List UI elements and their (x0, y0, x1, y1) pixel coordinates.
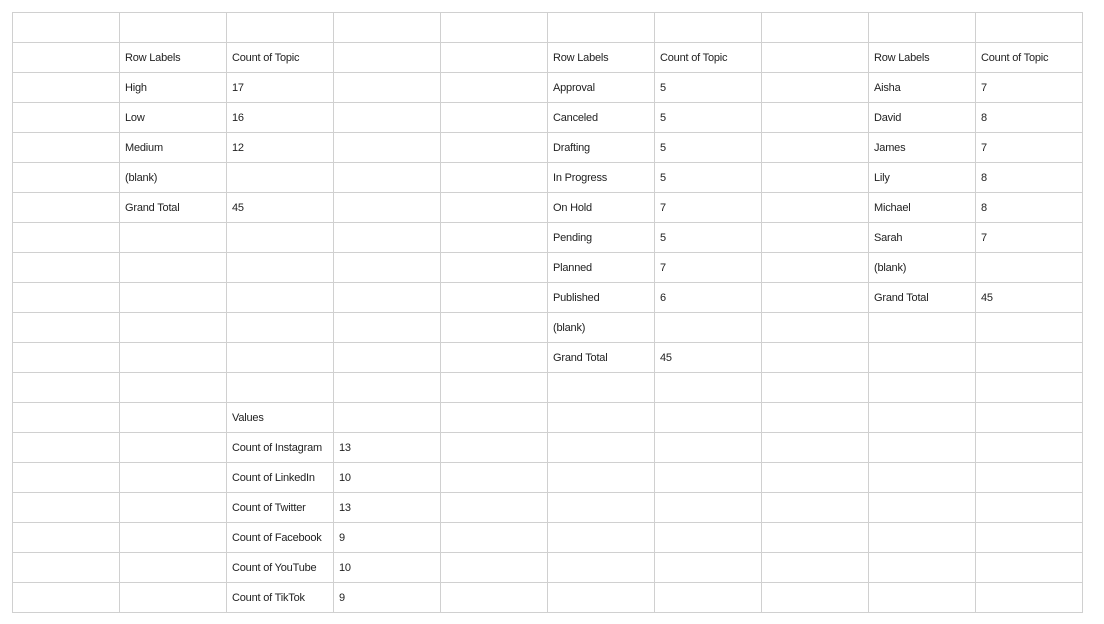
sheet-cell[interactable] (655, 493, 762, 523)
sheet-cell[interactable] (548, 583, 655, 613)
sheet-cell[interactable] (655, 463, 762, 493)
sheet-cell[interactable] (441, 43, 548, 73)
sheet-cell[interactable]: 8 (976, 103, 1083, 133)
sheet-cell[interactable] (441, 73, 548, 103)
sheet-cell[interactable]: Count of YouTube (227, 553, 334, 583)
sheet-cell[interactable]: Count of LinkedIn (227, 463, 334, 493)
sheet-cell[interactable]: Row Labels (869, 43, 976, 73)
sheet-cell[interactable] (120, 343, 227, 373)
sheet-cell[interactable] (762, 343, 869, 373)
sheet-cell[interactable] (655, 403, 762, 433)
sheet-cell[interactable] (655, 313, 762, 343)
sheet-cell[interactable] (334, 13, 441, 43)
sheet-cell[interactable] (227, 163, 334, 193)
sheet-cell[interactable]: 7 (976, 133, 1083, 163)
sheet-cell[interactable] (120, 493, 227, 523)
sheet-cell[interactable] (548, 433, 655, 463)
sheet-cell[interactable] (762, 43, 869, 73)
sheet-row (13, 43, 1083, 73)
sheet-cell[interactable] (120, 223, 227, 253)
sheet-cell[interactable] (334, 343, 441, 373)
sheet-cell[interactable] (762, 433, 869, 463)
sheet-cell[interactable] (13, 43, 120, 73)
sheet-cell[interactable] (441, 463, 548, 493)
sheet-cell[interactable] (762, 253, 869, 283)
sheet-cell[interactable]: 45 (655, 343, 762, 373)
sheet-cell[interactable] (13, 523, 120, 553)
sheet-cell[interactable]: (blank) (548, 313, 655, 343)
sheet-cell[interactable] (334, 73, 441, 103)
sheet-cell[interactable] (13, 553, 120, 583)
sheet-cell[interactable] (441, 373, 548, 403)
sheet-cell[interactable] (13, 133, 120, 163)
sheet-cell[interactable]: 7 (655, 253, 762, 283)
sheet-cell[interactable] (762, 493, 869, 523)
sheet-cell[interactable]: 7 (655, 193, 762, 223)
sheet-cell[interactable] (227, 283, 334, 313)
sheet-cell[interactable]: Count of Facebook (227, 523, 334, 553)
sheet-row (13, 13, 1083, 43)
sheet-cell[interactable] (548, 403, 655, 433)
sheet-cell[interactable] (441, 493, 548, 523)
sheet-cell[interactable]: Published (548, 283, 655, 313)
sheet-cell[interactable] (334, 133, 441, 163)
sheet-cell[interactable] (441, 103, 548, 133)
sheet-cell[interactable] (441, 133, 548, 163)
sheet-cell[interactable]: Approval (548, 73, 655, 103)
sheet-cell[interactable] (655, 13, 762, 43)
sheet-cell[interactable] (548, 463, 655, 493)
sheet-cell[interactable]: 10 (334, 463, 441, 493)
sheet-row (13, 463, 1083, 493)
sheet-cell[interactable] (869, 343, 976, 373)
sheet-cell[interactable]: 45 (227, 193, 334, 223)
sheet-cell[interactable] (976, 313, 1083, 343)
sheet-cell[interactable] (227, 223, 334, 253)
sheet-cell[interactable] (334, 193, 441, 223)
sheet-cell[interactable] (655, 373, 762, 403)
sheet-cell[interactable] (655, 523, 762, 553)
sheet-cell[interactable] (120, 373, 227, 403)
sheet-cell[interactable] (869, 493, 976, 523)
sheet-cell[interactable] (548, 13, 655, 43)
sheet-cell[interactable] (976, 253, 1083, 283)
sheet-cell[interactable]: High (120, 73, 227, 103)
sheet-cell[interactable] (762, 223, 869, 253)
sheet-cell[interactable]: 17 (227, 73, 334, 103)
sheet-cell[interactable] (976, 403, 1083, 433)
sheet-cell[interactable] (869, 313, 976, 343)
sheet-cell[interactable]: Planned (548, 253, 655, 283)
sheet-cell[interactable] (120, 403, 227, 433)
sheet-row (13, 433, 1083, 463)
sheet-cell[interactable] (869, 433, 976, 463)
sheet-cell[interactable] (227, 253, 334, 283)
sheet-cell[interactable] (13, 343, 120, 373)
sheet-cell[interactable] (869, 463, 976, 493)
sheet-cell[interactable] (441, 583, 548, 613)
sheet-cell[interactable] (13, 583, 120, 613)
sheet-cell[interactable] (762, 313, 869, 343)
sheet-cell[interactable] (120, 433, 227, 463)
sheet-cell[interactable]: On Hold (548, 193, 655, 223)
sheet-cell[interactable] (120, 553, 227, 583)
sheet-row (13, 343, 1083, 373)
sheet-cell[interactable]: 13 (334, 433, 441, 463)
sheet-cell[interactable]: 16 (227, 103, 334, 133)
sheet-cell[interactable] (227, 313, 334, 343)
sheet-cell[interactable] (976, 553, 1083, 583)
sheet-cell[interactable]: 5 (655, 163, 762, 193)
sheet-cell[interactable]: In Progress (548, 163, 655, 193)
sheet-cell[interactable]: Count of Twitter (227, 493, 334, 523)
sheet-cell[interactable] (762, 373, 869, 403)
sheet-cell[interactable]: 5 (655, 133, 762, 163)
sheet-cell[interactable] (441, 283, 548, 313)
sheet-cell[interactable] (762, 283, 869, 313)
sheet-cell[interactable]: Sarah (869, 223, 976, 253)
sheet-cell[interactable] (869, 13, 976, 43)
sheet-cell[interactable] (655, 433, 762, 463)
sheet-row (13, 163, 1083, 193)
sheet-cell[interactable] (548, 553, 655, 583)
sheet-cell[interactable] (441, 163, 548, 193)
sheet-cell[interactable]: 13 (334, 493, 441, 523)
sheet-cell[interactable] (334, 43, 441, 73)
sheet-cell[interactable]: Pending (548, 223, 655, 253)
sheet-cell[interactable]: Canceled (548, 103, 655, 133)
sheet-cell[interactable] (334, 283, 441, 313)
sheet-cell[interactable] (13, 163, 120, 193)
sheet-cell[interactable] (762, 553, 869, 583)
sheet-row (13, 133, 1083, 163)
sheet-cell[interactable] (976, 523, 1083, 553)
sheet-row (13, 313, 1083, 343)
sheet-cell[interactable] (762, 463, 869, 493)
sheet-cell[interactable] (976, 583, 1083, 613)
sheet-row (13, 253, 1083, 283)
sheet-row (13, 223, 1083, 253)
sheet-cell[interactable] (441, 13, 548, 43)
sheet-cell[interactable] (655, 553, 762, 583)
sheet-cell[interactable] (120, 253, 227, 283)
sheet-cell[interactable] (227, 373, 334, 403)
sheet-cell[interactable]: 5 (655, 103, 762, 133)
sheet-cell[interactable] (762, 193, 869, 223)
sheet-cell[interactable]: 12 (227, 133, 334, 163)
sheet-cell[interactable] (976, 463, 1083, 493)
sheet-cell[interactable] (120, 283, 227, 313)
sheet-cell[interactable] (762, 523, 869, 553)
sheet-cell[interactable]: Drafting (548, 133, 655, 163)
sheet-cell[interactable] (13, 193, 120, 223)
sheet-cell[interactable]: 8 (976, 163, 1083, 193)
sheet-cell[interactable] (441, 223, 548, 253)
sheet-cell[interactable] (227, 13, 334, 43)
sheet-cell[interactable]: Lily (869, 163, 976, 193)
sheet-cell[interactable] (13, 463, 120, 493)
sheet-cell[interactable] (655, 583, 762, 613)
sheet-cell[interactable] (334, 313, 441, 343)
sheet-cell[interactable] (334, 223, 441, 253)
sheet-cell[interactable] (334, 253, 441, 283)
sheet-cell[interactable] (441, 523, 548, 553)
sheet-row (13, 73, 1083, 103)
sheet-cell[interactable] (13, 73, 120, 103)
sheet-cell[interactable]: 9 (334, 523, 441, 553)
sheet-cell[interactable] (441, 553, 548, 583)
sheet-cell[interactable] (441, 313, 548, 343)
sheet-row (13, 493, 1083, 523)
sheet-cell[interactable] (334, 163, 441, 193)
sheet-row (13, 373, 1083, 403)
sheet-cell[interactable] (441, 343, 548, 373)
sheet-cell[interactable] (334, 403, 441, 433)
sheet-cell[interactable] (869, 523, 976, 553)
sheet-cell[interactable]: (blank) (120, 163, 227, 193)
sheet-cell[interactable]: Count of Topic (976, 43, 1083, 73)
sheet-row (13, 523, 1083, 553)
sheet-cell[interactable]: 10 (334, 553, 441, 583)
sheet-cell[interactable] (120, 583, 227, 613)
sheet-row (13, 193, 1083, 223)
sheet-cell[interactable] (120, 463, 227, 493)
sheet-row (13, 283, 1083, 313)
sheet-cell[interactable] (976, 493, 1083, 523)
sheet-cell[interactable] (120, 313, 227, 343)
sheet-cell[interactable] (762, 73, 869, 103)
sheet-cell[interactable]: Values (227, 403, 334, 433)
sheet-cell[interactable] (334, 103, 441, 133)
sheet-cell[interactable] (976, 433, 1083, 463)
sheet-cell[interactable]: 9 (334, 583, 441, 613)
sheet-cell[interactable]: Count of Instagram (227, 433, 334, 463)
sheet-cell[interactable] (976, 13, 1083, 43)
sheet-cell[interactable] (869, 373, 976, 403)
sheet-cell[interactable]: Grand Total (548, 343, 655, 373)
sheet-row (13, 553, 1083, 583)
sheet-cell[interactable] (13, 403, 120, 433)
sheet-cell[interactable] (548, 373, 655, 403)
sheet-cell[interactable] (548, 523, 655, 553)
sheet-cell[interactable] (13, 253, 120, 283)
sheet-cell[interactable] (976, 343, 1083, 373)
sheet-cell[interactable]: 7 (976, 223, 1083, 253)
sheet-cell[interactable] (13, 13, 120, 43)
sheet-cell[interactable] (869, 583, 976, 613)
sheet-cell[interactable]: Aisha (869, 73, 976, 103)
sheet-cell[interactable]: James (869, 133, 976, 163)
sheet-cell[interactable] (334, 373, 441, 403)
sheet-cell[interactable] (869, 403, 976, 433)
sheet-cell[interactable] (976, 373, 1083, 403)
sheet-cell[interactable] (869, 553, 976, 583)
sheet-cell[interactable]: Grand Total (120, 193, 227, 223)
sheet-cell[interactable]: Count of Topic (655, 43, 762, 73)
sheet-cell[interactable] (762, 583, 869, 613)
sheet-cell[interactable] (441, 193, 548, 223)
sheet-row (13, 103, 1083, 133)
sheet-cell[interactable]: 6 (655, 283, 762, 313)
sheet-cell[interactable] (120, 523, 227, 553)
sheet-cell[interactable]: Grand Total (869, 283, 976, 313)
sheet-cell[interactable] (762, 13, 869, 43)
sheet-cell[interactable]: 5 (655, 73, 762, 103)
sheet-cell[interactable] (762, 163, 869, 193)
sheet-cell[interactable]: Michael (869, 193, 976, 223)
sheet-cell[interactable]: 8 (976, 193, 1083, 223)
sheet-cell[interactable]: Row Labels (120, 43, 227, 73)
sheet-cell[interactable] (227, 343, 334, 373)
sheet-cell[interactable] (13, 223, 120, 253)
sheet-cell[interactable]: (blank) (869, 253, 976, 283)
sheet-cell[interactable] (13, 103, 120, 133)
sheet-cell[interactable] (762, 133, 869, 163)
sheet-cell[interactable]: 5 (655, 223, 762, 253)
sheet-cell[interactable] (13, 433, 120, 463)
sheet-row (13, 583, 1083, 613)
sheet-cell[interactable]: Count of Topic (227, 43, 334, 73)
sheet-cell[interactable] (548, 493, 655, 523)
sheet-cell[interactable] (13, 373, 120, 403)
sheet-cell[interactable] (13, 493, 120, 523)
sheet-cell[interactable]: Low (120, 103, 227, 133)
sheet-cell[interactable]: 45 (976, 283, 1083, 313)
sheet-cell[interactable]: Medium (120, 133, 227, 163)
sheet-cell[interactable] (762, 403, 869, 433)
sheet-cell[interactable] (13, 313, 120, 343)
spreadsheet-grid (12, 12, 1083, 613)
sheet-cell[interactable] (120, 13, 227, 43)
sheet-cell[interactable] (441, 433, 548, 463)
sheet-cell[interactable] (13, 283, 120, 313)
sheet-cell[interactable] (441, 253, 548, 283)
sheet-cell[interactable] (762, 103, 869, 133)
sheet-cell[interactable]: Count of TikTok (227, 583, 334, 613)
sheet-cell[interactable]: 7 (976, 73, 1083, 103)
sheet-cell[interactable]: Row Labels (548, 43, 655, 73)
sheet-row (13, 403, 1083, 433)
sheet-cell[interactable] (441, 403, 548, 433)
sheet-cell[interactable]: David (869, 103, 976, 133)
